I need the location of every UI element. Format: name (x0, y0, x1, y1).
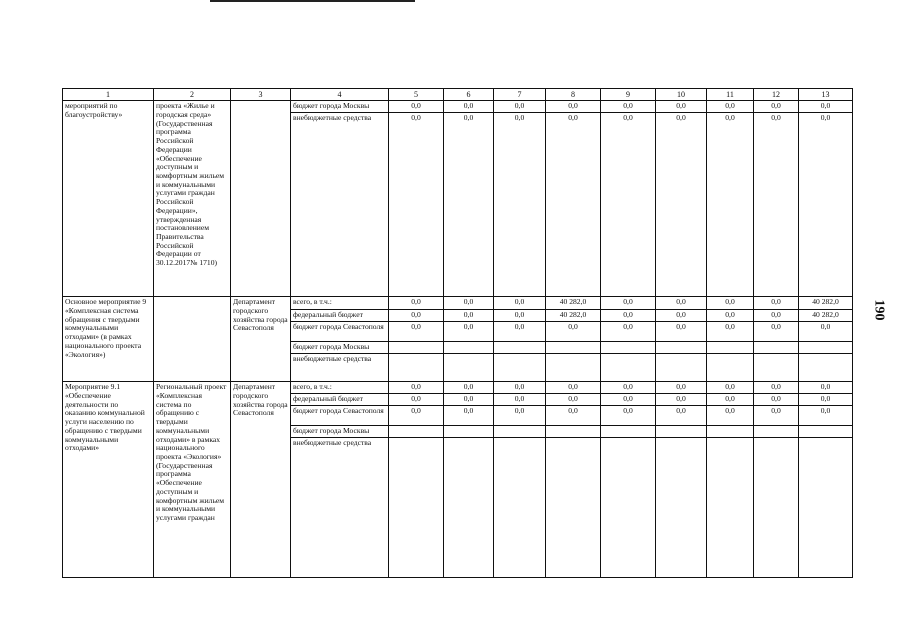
value-cell: 0,0 (494, 394, 546, 406)
value-cell (707, 342, 754, 354)
value-cell (707, 354, 754, 382)
value-cell (754, 426, 799, 438)
value-cell: 0,0 (546, 406, 601, 426)
value-cell: 0,0 (494, 113, 546, 297)
value-cell (389, 438, 444, 578)
value-cell (546, 426, 601, 438)
value-cell (444, 342, 494, 354)
value-cell: 0,0 (656, 113, 707, 297)
program-cell (154, 297, 231, 382)
value-cell: 0,0 (707, 113, 754, 297)
funding-source-cell: бюджет города Москвы (291, 101, 389, 113)
funding-source-cell: бюджет города Севастополя (291, 406, 389, 426)
value-cell: 0,0 (494, 297, 546, 310)
value-cell (601, 354, 656, 382)
value-cell: 0,0 (707, 310, 754, 322)
executor-cell (231, 101, 291, 297)
value-cell (546, 354, 601, 382)
value-cell: 0,0 (799, 101, 853, 113)
value-cell: 0,0 (494, 310, 546, 322)
value-cell: 0,0 (389, 113, 444, 297)
value-cell (799, 438, 853, 578)
value-cell (656, 342, 707, 354)
funding-source-cell: бюджет города Москвы (291, 426, 389, 438)
value-cell (754, 354, 799, 382)
funding-source-cell: внебюджетные средства (291, 113, 389, 297)
table-row (63, 297, 853, 310)
value-cell: 0,0 (601, 406, 656, 426)
executor-cell: Департамент городского хозяйства города Севастополя (231, 297, 291, 382)
value-cell: 0,0 (707, 322, 754, 342)
budget-table (62, 88, 853, 578)
value-cell (444, 354, 494, 382)
value-cell: 0,0 (754, 101, 799, 113)
value-cell: 0,0 (707, 297, 754, 310)
value-cell (754, 438, 799, 578)
value-cell (754, 342, 799, 354)
value-cell: 0,0 (601, 297, 656, 310)
column-header: 7 (494, 89, 546, 101)
value-cell (707, 438, 754, 578)
value-cell: 0,0 (444, 382, 494, 394)
value-cell: 40 282,0 (546, 297, 601, 310)
value-cell: 0,0 (389, 382, 444, 394)
value-cell: 0,0 (656, 297, 707, 310)
value-cell (494, 342, 546, 354)
value-cell: 0,0 (546, 113, 601, 297)
value-cell: 0,0 (389, 310, 444, 322)
funding-source-cell: внебюджетные средства (291, 354, 389, 382)
value-cell (799, 342, 853, 354)
value-cell (601, 426, 656, 438)
top-rule (210, 0, 415, 2)
value-cell: 0,0 (754, 322, 799, 342)
value-cell: 0,0 (444, 310, 494, 322)
value-cell: 0,0 (754, 406, 799, 426)
value-cell (601, 438, 656, 578)
value-cell: 0,0 (799, 322, 853, 342)
executor-cell: Департамент городского хозяйства города Севастополя (231, 382, 291, 578)
value-cell: 0,0 (601, 113, 656, 297)
value-cell: 0,0 (494, 382, 546, 394)
funding-source-cell: бюджет города Москвы (291, 342, 389, 354)
value-cell: 0,0 (656, 382, 707, 394)
column-header: 3 (231, 89, 291, 101)
value-cell (799, 426, 853, 438)
value-cell: 0,0 (707, 406, 754, 426)
funding-source-cell: федеральный бюджет (291, 394, 389, 406)
value-cell: 0,0 (444, 394, 494, 406)
column-header: 2 (154, 89, 231, 101)
value-cell (707, 426, 754, 438)
value-cell: 40 282,0 (546, 310, 601, 322)
table-row (63, 382, 853, 394)
page-number: 190 (871, 299, 887, 321)
program-cell: проекта «Жилье и городская среда» (Государственная программа Российской Федерации «Обеспечение доступным и комфортным жильем и коммунальными услугами граждан Российской Федерации», утвержденная постановлением Правительства Российской Федерации от 30.12.2017№ 1710) (154, 101, 231, 297)
value-cell: 0,0 (546, 322, 601, 342)
column-header: 10 (656, 89, 707, 101)
value-cell: 0,0 (389, 394, 444, 406)
value-cell: 0,0 (754, 382, 799, 394)
value-cell: 0,0 (656, 322, 707, 342)
value-cell: 0,0 (444, 113, 494, 297)
program-cell: Региональный проект «Комплексная система по обращению с твердыми коммунальными отходами» в рамках национального проекта «Экология» (Государственная программа «Обеспечение доступным и комфортным жильем и коммунальными услугами граждан (154, 382, 231, 578)
value-cell: 0,0 (656, 101, 707, 113)
value-cell: 0,0 (546, 101, 601, 113)
value-cell: 0,0 (656, 310, 707, 322)
value-cell (444, 438, 494, 578)
column-header: 11 (707, 89, 754, 101)
value-cell: 0,0 (601, 101, 656, 113)
value-cell: 40 282,0 (799, 297, 853, 310)
value-cell: 0,0 (656, 406, 707, 426)
measure-name-cell: мероприятий по благоустройству» (63, 101, 154, 297)
value-cell: 0,0 (754, 113, 799, 297)
column-header: 4 (291, 89, 389, 101)
funding-source-cell: внебюджетные средства (291, 438, 389, 578)
value-cell: 0,0 (754, 310, 799, 322)
funding-source-cell: всего, в т.ч.: (291, 297, 389, 310)
value-cell (494, 438, 546, 578)
value-cell: 0,0 (601, 382, 656, 394)
funding-source-cell: федеральный бюджет (291, 310, 389, 322)
column-header: 13 (799, 89, 853, 101)
funding-source-cell: всего, в т.ч.: (291, 382, 389, 394)
measure-name-cell: Основное мероприятие 9 «Комплексная система обращения с твердыми коммунальными отходами» (в рамках национального проекта «Экология») (63, 297, 154, 382)
value-cell: 0,0 (601, 394, 656, 406)
value-cell: 0,0 (601, 310, 656, 322)
value-cell: 0,0 (754, 394, 799, 406)
value-cell: 0,0 (444, 322, 494, 342)
value-cell (389, 354, 444, 382)
value-cell: 0,0 (546, 394, 601, 406)
column-header: 1 (63, 89, 154, 101)
value-cell (494, 426, 546, 438)
value-cell: 0,0 (707, 394, 754, 406)
value-cell: 0,0 (494, 322, 546, 342)
value-cell: 0,0 (444, 297, 494, 310)
value-cell (494, 354, 546, 382)
value-cell: 0,0 (389, 406, 444, 426)
column-header: 9 (601, 89, 656, 101)
value-cell: 0,0 (494, 406, 546, 426)
value-cell: 0,0 (546, 382, 601, 394)
value-cell: 0,0 (799, 394, 853, 406)
column-header: 6 (444, 89, 494, 101)
header-row (63, 89, 853, 101)
value-cell: 0,0 (656, 394, 707, 406)
value-cell: 0,0 (601, 322, 656, 342)
value-cell: 0,0 (707, 382, 754, 394)
value-cell (656, 438, 707, 578)
value-cell: 0,0 (707, 101, 754, 113)
value-cell: 0,0 (444, 101, 494, 113)
measure-name-cell: Мероприятие 9.1 «Обеспечение деятельности по оказанию коммунальной услуги населению по обращению с твердыми коммунальными отходами» (63, 382, 154, 578)
value-cell: 0,0 (389, 322, 444, 342)
value-cell (546, 342, 601, 354)
value-cell (389, 342, 444, 354)
column-header: 5 (389, 89, 444, 101)
column-header: 12 (754, 89, 799, 101)
funding-source-cell: бюджет города Севастополя (291, 322, 389, 342)
value-cell: 0,0 (754, 297, 799, 310)
value-cell (656, 426, 707, 438)
value-cell: 0,0 (799, 113, 853, 297)
table-row (63, 101, 853, 113)
value-cell: 0,0 (799, 406, 853, 426)
value-cell: 0,0 (389, 297, 444, 310)
value-cell: 40 282,0 (799, 310, 853, 322)
value-cell (546, 438, 601, 578)
value-cell (799, 354, 853, 382)
value-cell (601, 342, 656, 354)
value-cell (656, 354, 707, 382)
value-cell: 0,0 (444, 406, 494, 426)
value-cell (389, 426, 444, 438)
value-cell: 0,0 (389, 101, 444, 113)
column-header: 8 (546, 89, 601, 101)
value-cell (444, 426, 494, 438)
value-cell: 0,0 (494, 101, 546, 113)
value-cell: 0,0 (799, 382, 853, 394)
